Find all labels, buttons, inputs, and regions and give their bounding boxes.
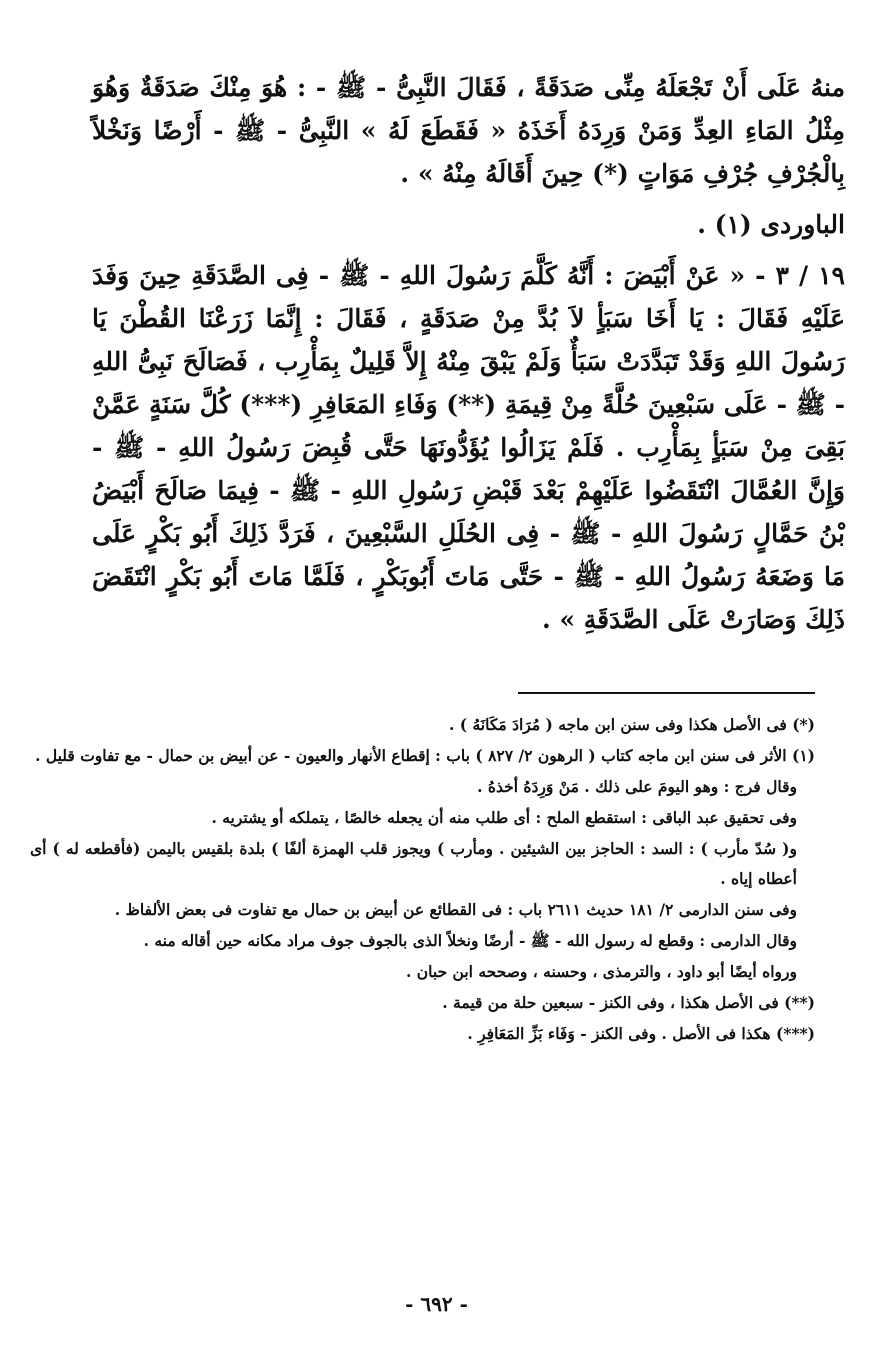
footnote-1-marib: و( سُدّ مأرب ) : السد : الحاجز بين الشيئين . ومأرب ) ويجوز قلب الهمزة ألفًا ) بلدة بلقيس باليمن (فأقطعه له ) أى أعطاه إياه . [30,839,797,888]
footnote-star-2: (**) فى الأصل هكذا ، وفى الكنز - سبعين حلة من قيمة . [442,993,815,1012]
footnote-star-3: (***) هكذا فى الأصل . وفى الكنز - وَفَاء بَزِّ المَعَافِرِ . [467,1024,815,1043]
footnote-divider [518,692,815,694]
hadith-paragraph: ١٩ / ٣ - « عَنْ أَبْيَضَ : أَنَّهُ كَلَّمَ رَسُولَ اللهِ - ﷺ - فِى الصَّدَقَةِ حِينَ وَفَدَ عَلَيْهِ فَقَالَ : يَا أَخَا سَبَأٍ لاَ بُدَّ مِنْ صَدَقَةٍ ، فَقَالَ : إِنَّمَا زَرَعْنَا القُطْنَ يَا رَسُولَ اللهِ وَقَدْ تَبَدَّدَتْ سَبَأٌ وَلَمْ يَبْقَ مِنْهُ إِلاَّ قَلِيلٌ بِمَأْرِب ، فَصَالَحَ نَبِىُّ اللهِ - ﷺ - عَلَى سَبْعِينَ حُلَّةً مِنْ قِيمَةِ (**) وَفَاءِ المَعَافِرِ (***) كُلَّ سَنَةٍ عَمَّنْ بَقِىَ مِنْ سَبَأٍ بِمَأْرِب . فَلَمْ يَزَالُوا يُؤَدُّونَهَا حَتَّى قُبِضَ رَسُولُ اللهِ - ﷺ - وَإِنَّ العُمَّالَ انْتَقَضُوا عَلَيْهِمْ بَعْدَ قَبْضِ رَسُولِ اللهِ - ﷺ - فِيمَا صَالَحَ أَبْيَضُ بْنُ حَمَّالٍ رَسُولَ اللهِ - ﷺ - فِى الحُلَلِ السَّبْعِينَ ، فَرَدَّ ذَلِكَ أَبُو بَكْرٍ عَلَى مَا وَضَعَهُ رَسُولُ اللهِ - ﷺ - حَتَّى مَاتَ أَبُوبَكْرٍ ، فَلَمَّا مَاتَ أَبُو بَكْرٍ انْتَقَضَ ذَلِكَ وَصَارَتْ عَلَى الصَّدَقَةِ » . [92,261,845,634]
source-attribution: الباوردى (١) . [697,210,845,239]
paragraph-continuation: منهُ عَلَى أَنْ تَجْعَلَهُ مِنِّى صَدَقَةً ، فَقَالَ النَّبِىُّ - ﷺ - : هُوَ مِنْكَ صَدَقَةٌ وَهُوَ مِثْلُ المَاءِ العِدِّ وَمَنْ وَرِدَهُ أَخَذَهُ « فَقَطَعَ لَهُ » النَّبِىُّ - ﷺ - أَرْضًا وَنَخْلاً بِالْجُرْفِ جُرْفِ مَوَاتٍ (*) حِينَ أَقَالَهُ مِنْهُ » . [92,73,845,188]
footnote-1-abdulbaqi: وفى تحقيق عبد الباقى : استقطع الملح : أى طلب منه أن يجعله خالصًا ، يتملكه أو يشتريه . [211,808,797,827]
footnote-1-other-sources: ورواه أيضًا أبو داود ، والترمذى ، وحسنه ، وصححه ابن حبان . [406,962,797,981]
main-text [92,66,845,641]
footnote-1: (١) الأثر فى سنن ابن ماجه كتاب ( الرهون ٢/ ٨٢٧ ) باب : إقطاع الأنهار والعيون - عن أبيض بن حمال - مع تفاوت قليل . [35,746,815,765]
footnote-1-darimi-quote: وقال الدارمى : وقطع له رسول الله - ﷺ - أرضًا ونخلاً الذى بالجوف جوف مراد مكانه حين أقاله منه . [143,931,797,950]
footnote-star-1: (*) فى الأصل هكذا وفى سنن ابن ماجه ( مُرَادَ مَكَانَهُ ) . [448,715,815,734]
footnote-1-farj: وقال فرج : وهو اليومَ على ذلك . مَنْ وَرِدَهُ أخذهُ . [477,777,797,796]
page-number: - ٦٩٢ - [405,1292,468,1316]
footnote-1-darimi: وفى سنن الدارمى ٢/ ١٨١ حديث ٢٦١١ باب : فى القطائع عن أبيض بن حمال مع تفاوت فى بعض الألفاظ . [114,900,797,919]
footnotes [30,710,815,1050]
